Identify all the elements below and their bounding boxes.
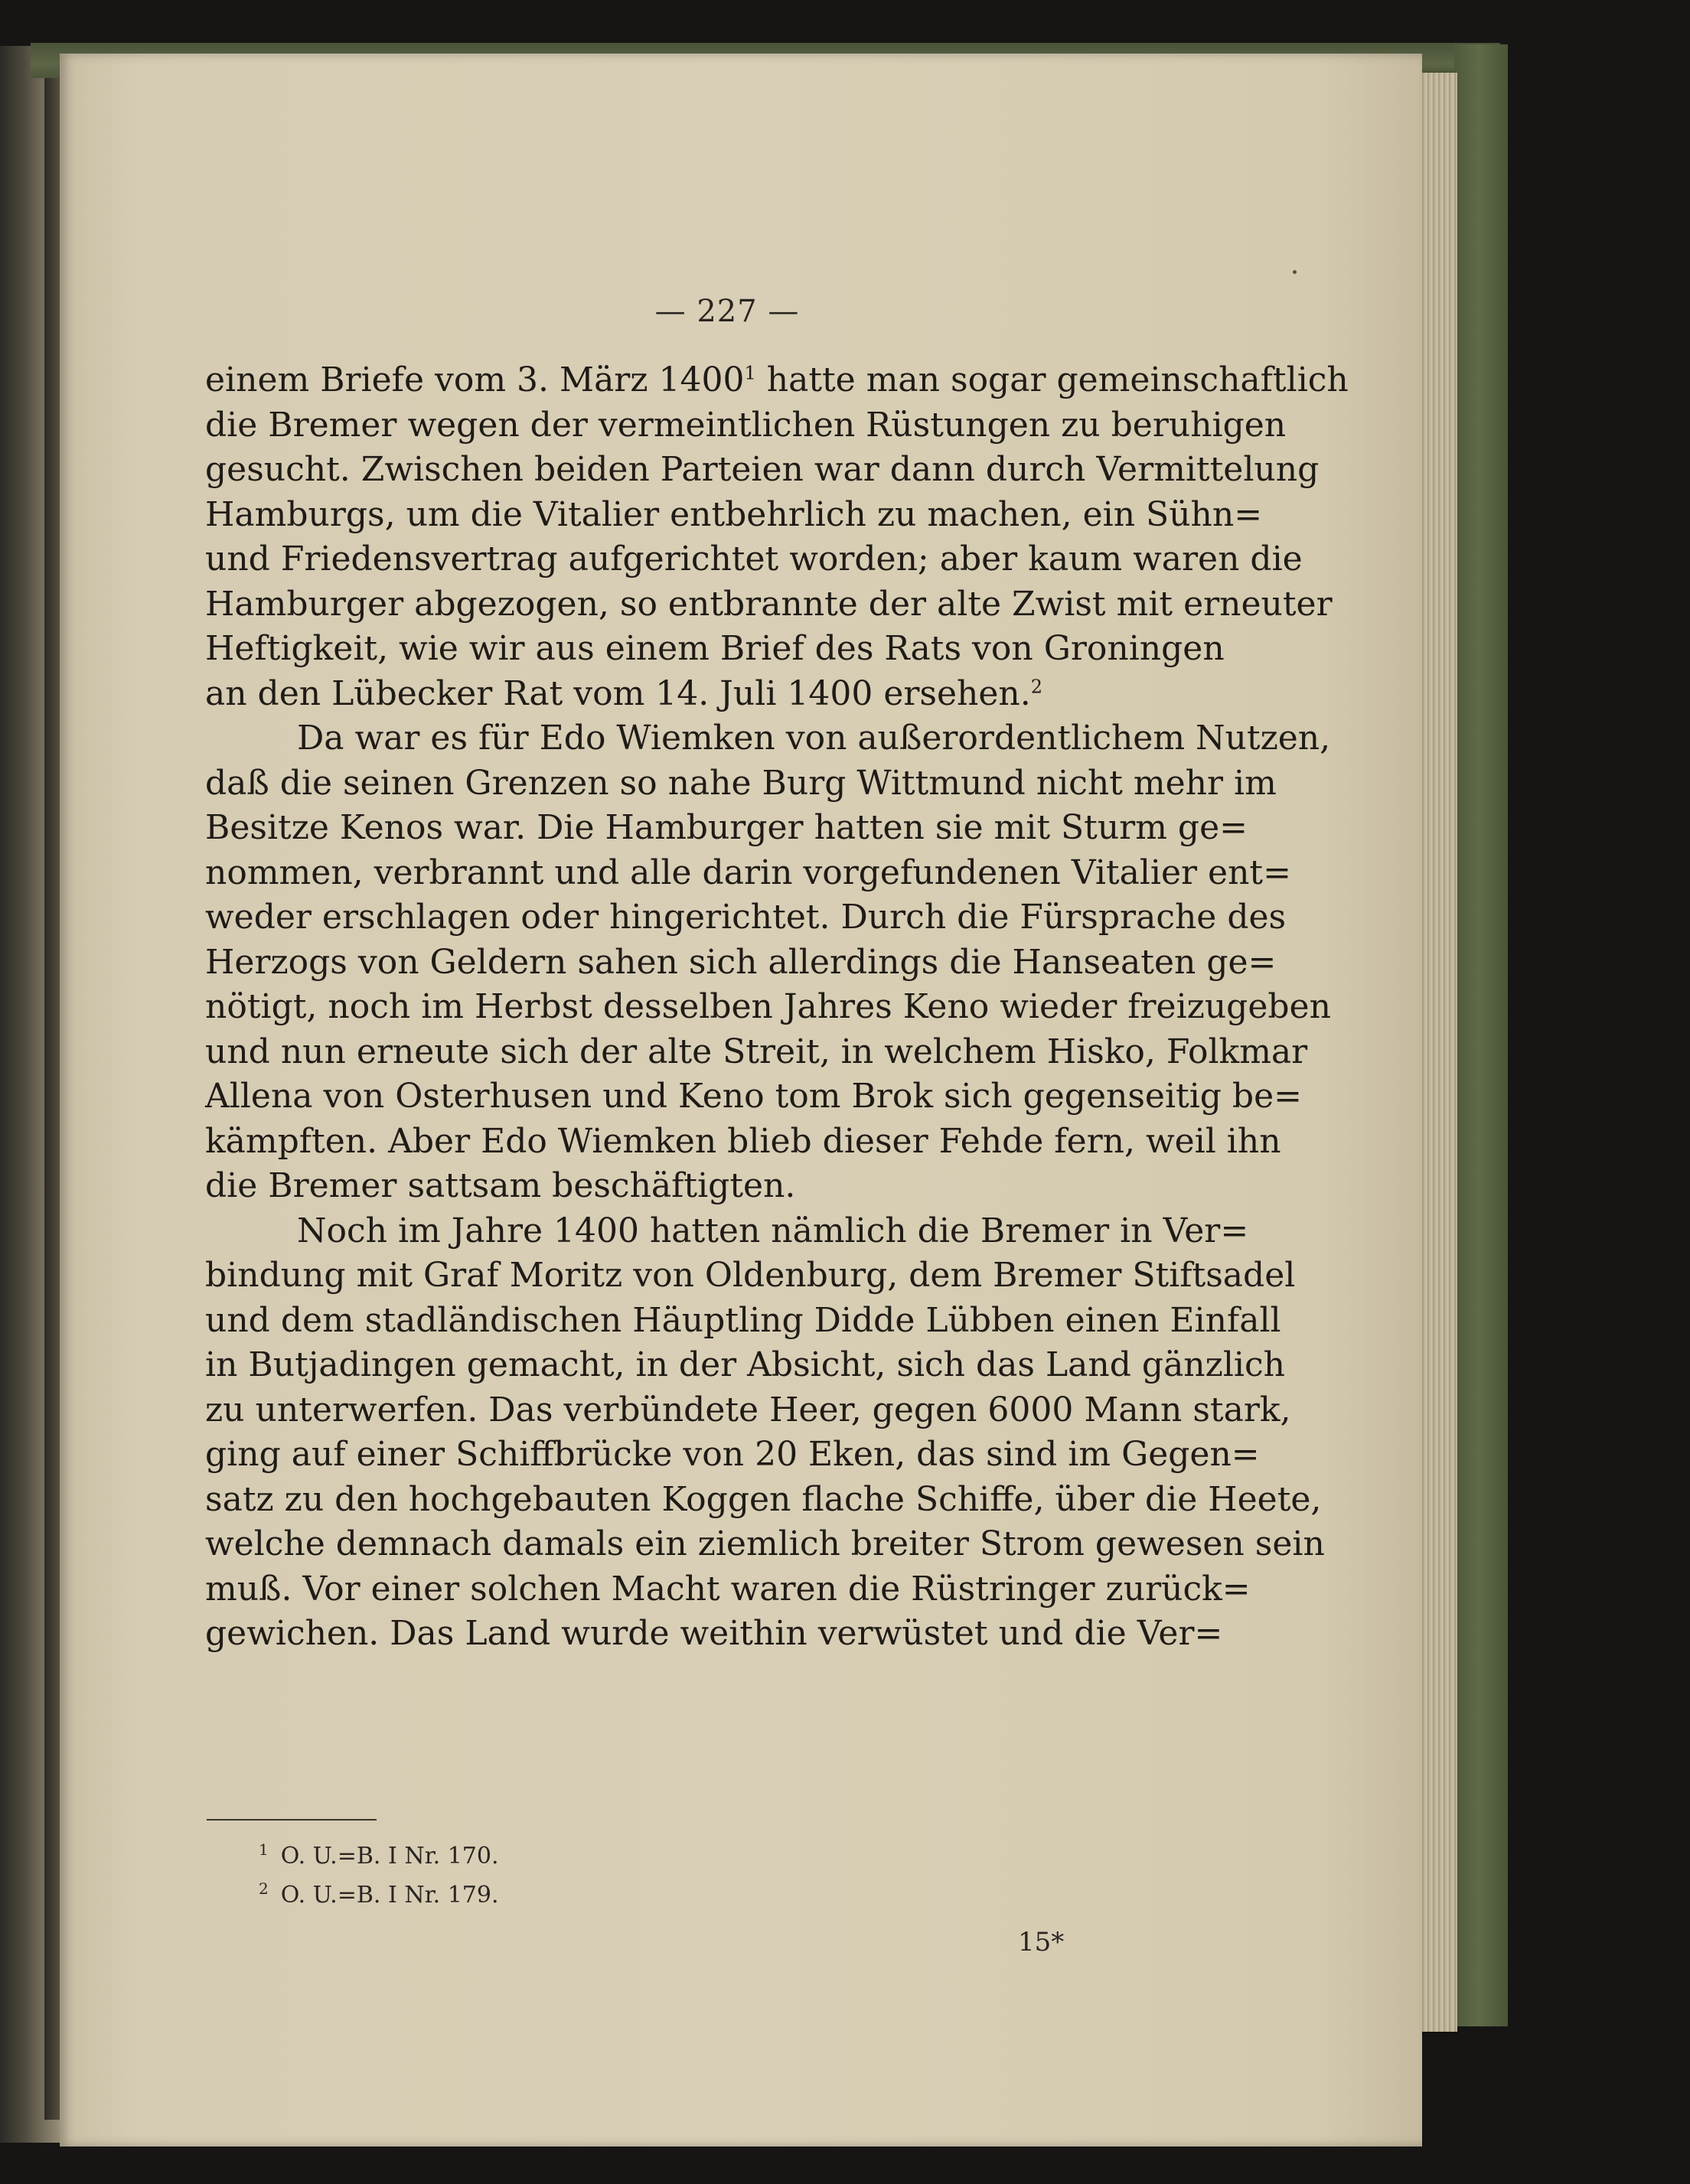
book-page [60,54,1422,2147]
text-line: und Friedensvertrag aufgerichtet worden; aber kaum waren die [205,539,1303,579]
text-line: Noch im Jahre 1400 hatten nämlich die Bremer in Ver= [297,1211,1249,1250]
text-line: in Butjadingen gemacht, in der Absicht, sich das Land gänzlich [205,1345,1285,1384]
text-line: Allena von Osterhusen und Keno tom Brok sich gegenseitig be= [205,1077,1303,1116]
text-line: kämpften. Aber Edo Wiemken blieb dieser Fehde fern, weil ihn [205,1121,1281,1161]
text-line: zu unterwerfen. Das verbündete Heer, gegen 6000 Mann stark, [205,1390,1291,1429]
text-line: und nun erneute sich der alte Streit, in welchem Hisko, Folkmar [205,1032,1308,1071]
text-line: Da war es für Edo Wiemken von außerordentlichem Nutzen, [297,719,1331,758]
text-line: die Bremer wegen der vermeintlichen Rüstungen zu beruhigen [205,405,1287,445]
text-line: Besitze Kenos war. Die Hamburger hatten sie mit Sturm ge= [205,808,1248,847]
text-line: satz zu den hochgebauten Koggen flache Schiffe, über die Heete, [205,1479,1322,1519]
footnote: $^2$ O. U.=B. I Nr. 179. [259,1879,499,1909]
text-line: bindung mit Graf Moritz von Oldenburg, dem Bremer Stiftsadel [205,1256,1296,1295]
text-line: an den Lübecker Rat vom 14. Juli 1400 ersehen.$^2$ [205,673,1043,713]
text-line: gewichen. Das Land wurde weithin verwüstet und die Ver= [205,1614,1223,1653]
text-line: einem Briefe vom 3. März 1400$^1$ hatte man sogar gemeinschaftlich [205,360,1349,399]
footnote-rule [207,1819,377,1821]
footnote: $^1$ O. U.=B. I Nr. 170. [259,1840,499,1869]
text-line: ging auf einer Schiffbrücke von 20 Eken, das sind im Gegen= [205,1435,1260,1474]
footnotes [259,1834,499,1912]
text-line: Hamburgs, um die Vitalier entbehrlich zu machen, ein Sühn= [205,494,1263,534]
text-line: Heftigkeit, wie wir aus einem Brief des Rats von Groningen [205,629,1225,668]
text-line: muß. Vor einer solchen Macht waren die Rüstringer zurück= [205,1569,1251,1609]
body-text [205,358,1349,1657]
text-line: daß die seinen Grenzen so nahe Burg Wittmund nicht mehr im [205,763,1277,803]
speck [1293,270,1297,274]
footnote-mark: 1 [744,362,756,384]
text-line: nötigt, noch im Herbst desselben Jahres Keno wieder freizugeben [205,987,1331,1026]
book-cover-right [1454,44,1508,2026]
signature-mark: 15* [1018,1927,1065,1957]
text-line: weder erschlagen oder hingerichtet. Durch die Fürsprache des [205,898,1287,937]
page-number: — 227 — [654,294,800,329]
footnote-mark: 2 [1030,675,1043,697]
text-line: Herzogs von Geldern sahen sich allerdings die Hanseaten ge= [205,942,1277,982]
text-line: und dem stadländischen Häuptling Didde Lübben einen Einfall [205,1300,1281,1340]
book-spine [44,54,61,2120]
text-line: welche demnach damals ein ziemlich breiter Strom gewesen sein [205,1524,1325,1563]
text-line: Hamburger abgezogen, so entbrannte der alte Zwist mit erneuter [205,584,1333,624]
text-line: die Bremer sattsam beschäftigten. [205,1166,796,1205]
text-line: nommen, verbrannt und alle darin vorgefundenen Vitalier ent= [205,852,1291,892]
text-line: gesucht. Zwischen beiden Parteien war dann durch Vermittelung [205,450,1320,489]
